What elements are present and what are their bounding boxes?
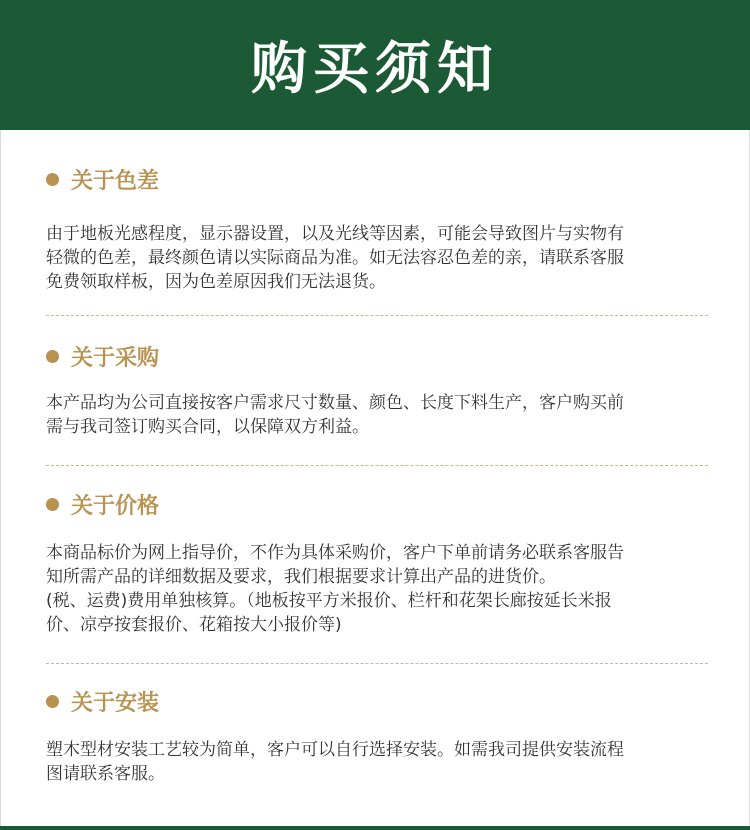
section-purchasing (46, 341, 710, 439)
section-body (46, 222, 710, 294)
section-pricing (46, 489, 710, 637)
body-line: 图请联系客服。 (46, 764, 165, 784)
section-heading (46, 686, 710, 716)
body-line: (税、运费)费用单独核算。（地板按平方米报价、栏杆和花架长廊按延长米报 (46, 591, 612, 611)
body-line: 本商品标价为网上指导价，不作为具体采购价，客户下单前请务必联系客服告 (46, 543, 624, 563)
dashed-divider (46, 315, 708, 316)
section-title: 关于价格 (71, 493, 160, 519)
body-line: 免费领取样板，因为色差原因我们无法退货。 (46, 272, 386, 292)
section-heading (46, 489, 710, 519)
dashed-divider (46, 465, 708, 466)
section-body (46, 391, 710, 439)
header-banner (0, 0, 750, 130)
section-color-difference (46, 164, 710, 294)
body-line: 价、凉亭按套报价、花箱按大小报价等) (46, 615, 342, 635)
dashed-divider (46, 663, 708, 664)
section-title: 关于采购 (71, 345, 160, 371)
section-title: 关于色差 (71, 168, 160, 194)
section-heading (46, 341, 710, 371)
section-title: 关于安装 (71, 690, 160, 716)
section-body (46, 738, 710, 786)
body-line: 塑木型材安装工艺较为简单，客户可以自行选择安装。如需我司提供安装流程 (46, 740, 624, 760)
bullet-dot-icon (46, 498, 59, 511)
body-line: 轻微的色差，最终颜色请以实际商品为准。如无法容忍色差的亲，请联系客服 (46, 248, 624, 268)
section-installation (46, 686, 710, 786)
bullet-dot-icon (46, 695, 59, 708)
section-body (46, 541, 710, 637)
section-heading (46, 164, 710, 194)
body-line: 本产品均为公司直接按客户需求尺寸数量、颜色、长度下料生产，客户购买前 (46, 393, 624, 413)
bottom-border (0, 826, 750, 830)
bullet-dot-icon (46, 173, 59, 186)
bullet-dot-icon (46, 350, 59, 363)
body-line: 知所需产品的详细数据及要求，我们根据要求计算出产品的进货价。 (46, 567, 556, 587)
body-line: 需与我司签订购买合同，以保障双方利益。 (46, 417, 369, 437)
body-line: 由于地板光感程度，显示器设置，以及光线等因素，可能会导致图片与实物有 (46, 224, 624, 244)
page-title: 购买须知 (251, 37, 499, 102)
